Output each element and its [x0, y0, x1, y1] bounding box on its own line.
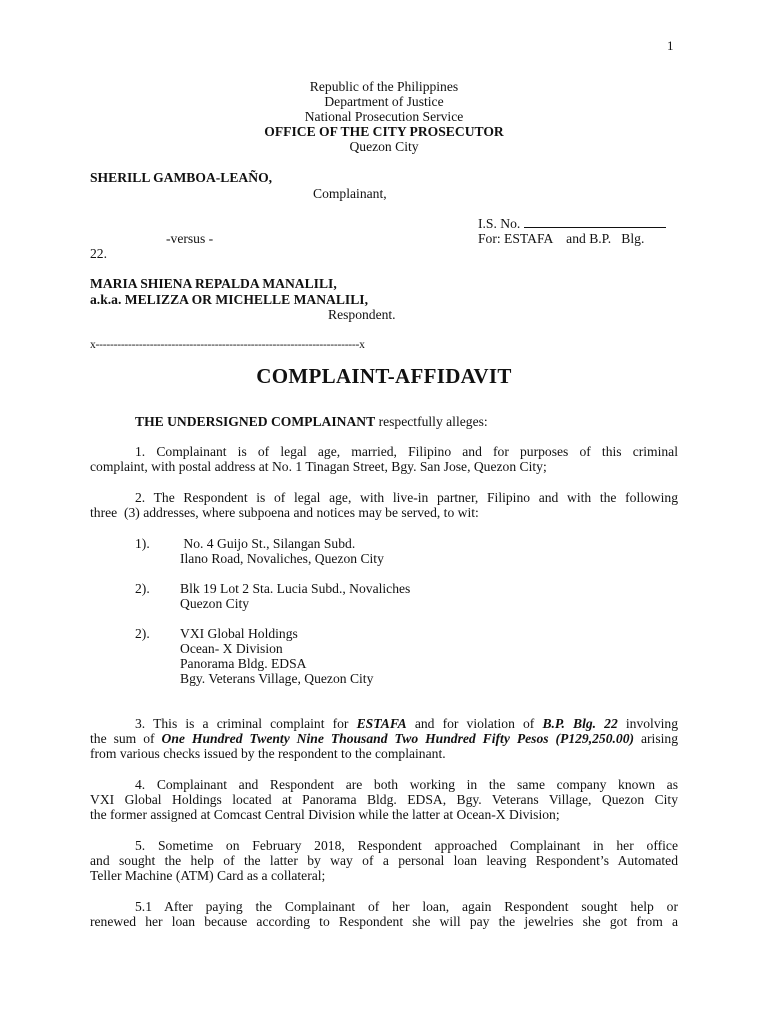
- paragraph-5-line-3: Teller Machine (ATM) Card as a collateral;: [90, 868, 326, 883]
- paragraph-4-line-2: VXI Global Holdings located at Panorama Bldg. EDSA, Bgy. Veterans Village, Quezon City: [90, 792, 678, 807]
- address-3-line-1: VXI Global Holdings: [180, 626, 298, 641]
- address-1-line-1: No. 4 Guijo St., Silangan Subd.: [180, 536, 356, 551]
- address-2-number: 2).: [135, 581, 150, 596]
- address-2-line-1: Blk 19 Lot 2 Sta. Lucia Subd., Novaliches: [180, 581, 411, 596]
- paragraph-5-1-line-1: 5.1 After paying the Complainant of her loan, again Respondent sought help or: [135, 899, 678, 914]
- paragraph-3-line-3: from various checks issued by the respondent to the complainant.: [90, 746, 446, 761]
- paragraph-3-line-1: [135, 716, 678, 731]
- charge-line-wrap: 22.: [90, 246, 107, 261]
- p3-text-e: involving: [617, 716, 678, 731]
- header-republic: Republic of the Philippines: [309, 79, 459, 94]
- address-1-line-2: Ilano Road, Novaliches, Quezon City: [180, 551, 384, 566]
- respondent-role: Respondent.: [328, 307, 396, 322]
- p3-text-f: the sum of: [90, 731, 162, 746]
- paragraph-5-1-line-2: renewed her loan because according to Respondent she will pay the jewelries she got from a: [90, 914, 678, 929]
- respondent-aka: a.k.a. MELIZZA OR MICHELLE MANALILI,: [90, 292, 368, 307]
- p3-text-a: 3. This is a criminal complaint for: [135, 716, 357, 731]
- p3-text-c: and for violation of: [406, 716, 543, 731]
- intro-rest: respectfully alleges:: [375, 414, 488, 429]
- header-office: OFFICE OF THE CITY PROSECUTOR: [264, 124, 504, 139]
- document-title: COMPLAINT-AFFIDAVIT: [256, 364, 512, 388]
- charge-line: For: ESTAFA and B.P. Blg.: [478, 231, 645, 246]
- address-3-number: 2).: [135, 626, 150, 641]
- header-department: Department of Justice: [324, 94, 444, 109]
- paragraph-2-line-1: 2. The Respondent is of legal age, with live-in partner, Filipino and with the following: [135, 490, 678, 505]
- paragraph-1-line-2: complaint, with postal address at No. 1 Tinagan Street, Bgy. San Jose, Quezon City;: [90, 459, 547, 474]
- address-2-line-2: Quezon City: [180, 596, 250, 611]
- is-number-field: [478, 215, 666, 231]
- caption-separator: x-------------------------------------------------------------------------x: [90, 338, 365, 351]
- p3-estafa: ESTAFA: [356, 716, 407, 731]
- paragraph-5-line-2: and sought the help of the latter by way of a personal loan leaving Respondent’s Automated: [90, 853, 678, 868]
- paragraph-2-line-2: three (3) addresses, where subpoena and notices may be served, to wit:: [90, 505, 479, 520]
- paragraph-4-line-1: 4. Complainant and Respondent are both working in the same company known as: [135, 777, 678, 792]
- p3-text-h: arising: [634, 731, 678, 746]
- paragraph-1-line-1: 1. Complainant is of legal age, married, Filipino and for purposes of this criminal: [135, 444, 678, 459]
- versus-label: -versus -: [166, 231, 214, 246]
- address-1-number: 1).: [135, 536, 150, 551]
- p3-amount: One Hundred Twenty Nine Thousand Two Hundred Fifty Pesos (P129,250.00): [161, 731, 635, 746]
- header-service: National Prosecution Service: [304, 109, 464, 124]
- address-3-line-4: Bgy. Veterans Village, Quezon City: [180, 671, 374, 686]
- is-number-blank: [524, 215, 666, 228]
- is-number-label: I.S. No.: [478, 216, 521, 231]
- intro-bold: THE UNDERSIGNED COMPLAINANT: [135, 414, 376, 429]
- paragraph-4-line-3: the former assigned at Comcast Central Division while the latter at Ocean-X Division;: [90, 807, 560, 822]
- p3-bp22: B.P. Blg. 22: [542, 716, 618, 731]
- intro-line: [135, 414, 488, 429]
- address-3-line-3: Panorama Bldg. EDSA: [180, 656, 307, 671]
- complainant-name: SHERILL GAMBOA-LEAÑO,: [90, 170, 273, 185]
- address-3-line-2: Ocean- X Division: [180, 641, 283, 656]
- respondent-name: MARIA SHIENA REPALDA MANALILI,: [90, 276, 337, 291]
- page-number: 1: [667, 38, 674, 53]
- complainant-role: Complainant,: [313, 186, 387, 201]
- paragraph-3-line-2: [90, 731, 678, 746]
- header-city: Quezon City: [349, 139, 419, 154]
- paragraph-5-line-1: 5. Sometime on February 2018, Respondent approached Complainant in her office: [135, 838, 678, 853]
